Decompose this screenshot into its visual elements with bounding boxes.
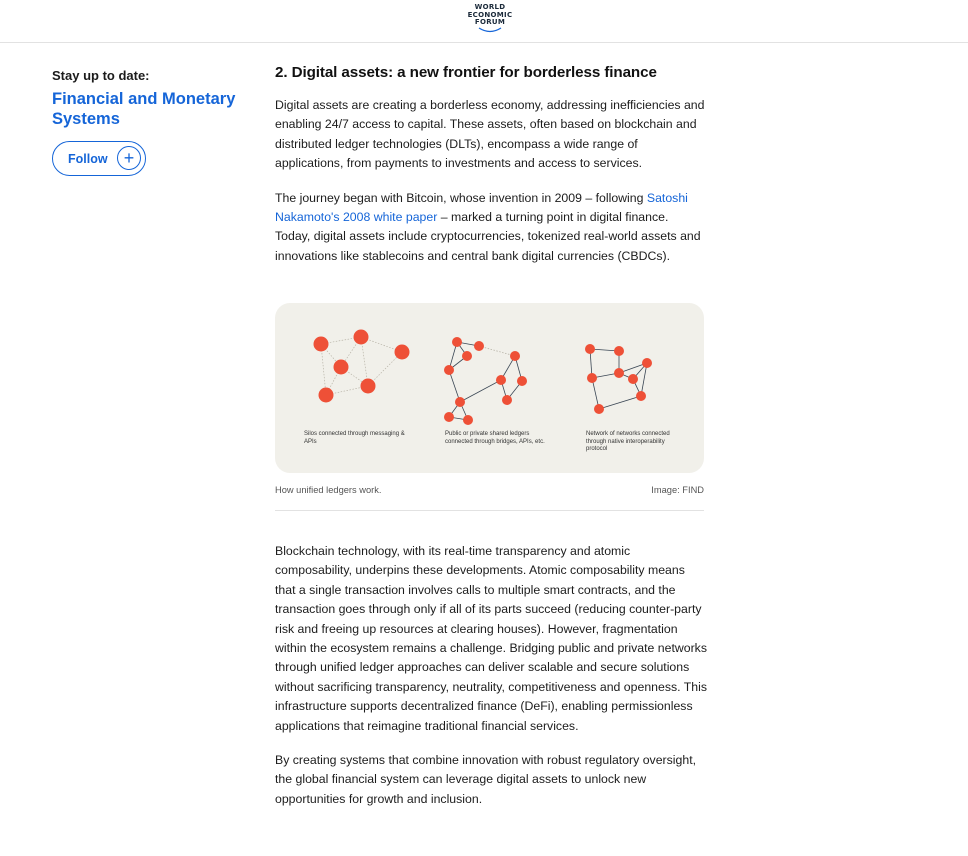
topic-link[interactable]: Financial and Monetary Systems	[52, 90, 236, 128]
top-bar	[0, 0, 968, 43]
silo-node	[361, 379, 376, 394]
network-node	[587, 373, 597, 383]
network-node	[628, 374, 638, 384]
silo-node	[354, 330, 369, 345]
plus-icon: +	[117, 146, 141, 170]
silo-node	[319, 388, 334, 403]
ledger-node	[474, 341, 484, 351]
silo-node	[334, 360, 349, 375]
logo-arc-icon	[477, 27, 503, 33]
ledger-node	[463, 415, 473, 425]
logo-line-3: FORUM	[474, 18, 506, 27]
silo-node	[314, 337, 329, 352]
ledger-node	[455, 397, 465, 407]
unified-ledgers-figure	[275, 303, 704, 473]
paragraph-1: Digital assets are creating a borderless economy, addressing inefficiencies and enabling 24/7 access to capital. These assets, often based on blockchain and distributed ledger technologies (DLTs), encompass a wide range of applications, from payments to investments and access to services.	[275, 98, 705, 171]
ledger-node	[452, 337, 462, 347]
divider	[275, 510, 704, 511]
wef-logo[interactable]	[461, 4, 519, 33]
article-section	[275, 64, 705, 266]
ledger-node	[517, 376, 527, 386]
network-node	[585, 344, 595, 354]
network-node	[642, 358, 652, 368]
white-paper-link[interactable]: Satoshi Nakamoto's 2008 white paper	[275, 190, 688, 225]
follow-button[interactable]	[52, 141, 146, 176]
image-credit: Image: FIND	[651, 485, 704, 495]
figure-caption: How unified ledgers work.	[275, 485, 382, 495]
ledger-node	[444, 365, 454, 375]
follow-label: Follow	[68, 151, 108, 166]
stay-up-to-date-label: Stay up to date:	[52, 68, 150, 83]
ledger-node	[502, 395, 512, 405]
logo-line-2: ECONOMIC	[467, 10, 513, 19]
network-node	[614, 368, 624, 378]
ledger-node	[462, 351, 472, 361]
diagram-caption-shared-ledgers: Public or private shared ledgers connected through bridges, APIs, etc.	[445, 431, 545, 445]
paragraph-4: By creating systems that combine innovation with robust regulatory oversight, the global financial system can leverage digital assets to unlock new opportunities for growth and inclusion.	[275, 753, 697, 806]
logo-line-1: WORLD	[474, 3, 506, 11]
section-heading: 2. Digital assets: a new frontier for borderless finance	[275, 64, 657, 81]
network-node	[636, 391, 646, 401]
network-node	[614, 346, 624, 356]
article-continued	[275, 542, 707, 809]
network-node	[594, 404, 604, 414]
ledger-node	[444, 412, 454, 422]
paragraph-2-text-end: – marked a turning point in digital finance. Today, digital assets include cryptocurrencies, tokenized real-world assets and innovations like stablecoins and central bank digital currencies (CBDCs).	[275, 210, 701, 263]
diagram-caption-silos: Silos connected through messaging & APIs	[304, 431, 405, 445]
paragraph-3: Blockchain technology, with its real-time transparency and atomic composability, underpins these developments. Atomic composability means that a single transaction involves calls to multiple smart contracts, and the transaction goes through only if all of its parts succeed (reducing counter-party risk and freeing up resources at clearing houses). However, fragmentation within the ecosystem remains a challenge. Bridging public and private networks through unified ledger approaches can deliver scalable and secure solutions without sacrificing transparency, neutrality, competitiveness and openness. This infrastructure supports decentralized finance (DeFi), enabling permissionless applications that reimagine traditional financial services.	[275, 544, 707, 733]
paragraph-2-text: The journey began with Bitcoin, whose invention in 2009 – following	[275, 190, 647, 205]
paragraph-2	[275, 189, 705, 267]
ledger-node	[510, 351, 520, 361]
diagram-caption-network-of-networks: Network of networks connected through native interoperability protocol	[586, 431, 670, 452]
sidebar	[52, 68, 252, 176]
figure-caption-row	[275, 485, 704, 499]
silo-node	[395, 345, 410, 360]
ledger-node	[496, 375, 506, 385]
